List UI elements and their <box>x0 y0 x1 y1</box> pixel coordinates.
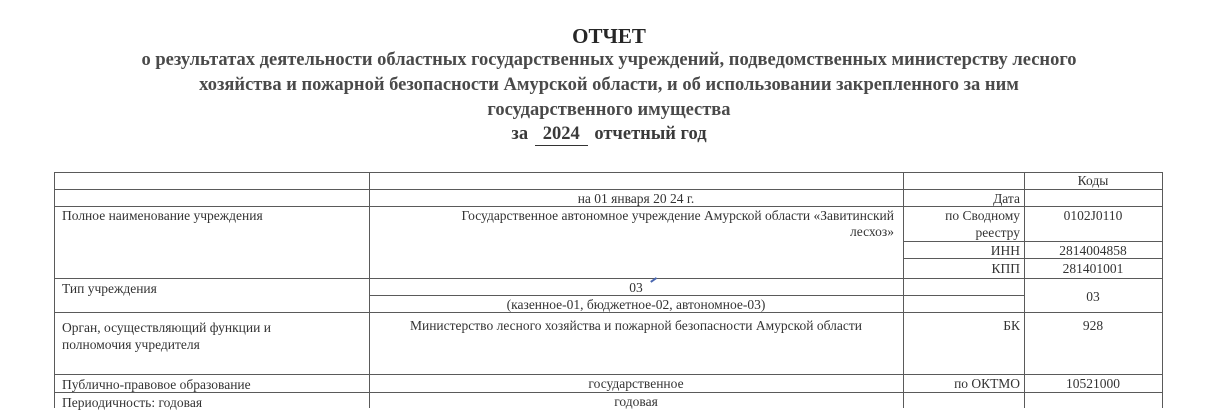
public-entity-label: Публично-правовое образование <box>62 377 251 392</box>
founder-label-line-2: полномочия учредителя <box>62 337 200 352</box>
oktmo-code: 10521000 <box>1066 376 1120 391</box>
institution-type-code: 03 <box>1086 289 1100 304</box>
table-line <box>903 258 1163 259</box>
registry-label-line-1: по Сводному <box>945 208 1020 223</box>
oktmo-label: по ОКТМО <box>954 376 1020 391</box>
kpp-label: КПП <box>991 261 1020 276</box>
period-suffix: отчетный год <box>594 124 707 144</box>
report-subtitle-line-2: хозяйства и пожарной безопасности Амурской области, и об использовании закрепленного за ним <box>199 75 1019 95</box>
table-line <box>54 206 1163 207</box>
kpp-code: 281401001 <box>1062 261 1124 276</box>
institution-name-line-1: Государственное автономное учреждение Амурской области «Завитинский <box>461 208 894 223</box>
founder-value: Министерство лесного хозяйства и пожарной безопасности Амурской области <box>409 318 863 333</box>
public-entity-value: государственное <box>588 376 684 391</box>
report-subtitle-line-3: государственного имущества <box>487 100 731 120</box>
budget-code-label: БК <box>1003 318 1020 333</box>
table-border-top <box>54 172 1163 173</box>
table-line <box>903 241 1163 242</box>
codes-header: Коды <box>1077 173 1109 188</box>
table-line <box>54 374 1163 375</box>
table-border-right <box>1162 172 1163 408</box>
table-line <box>54 189 1163 190</box>
table-line <box>369 295 1024 296</box>
registry-code: 0102J0110 <box>1063 208 1123 223</box>
report-subtitle-line-1: о результатах деятельности областных государственных учреждений, подведомственных министерству лесного <box>141 50 1077 70</box>
period-prefix: за <box>511 124 529 144</box>
table-line <box>54 312 1163 313</box>
periodicity-value: годовая <box>614 394 658 409</box>
founder-label-line-1: Орган, осуществляющий функции и <box>62 320 271 335</box>
inn-code: 2814004858 <box>1059 243 1127 258</box>
institution-label: Полное наименование учреждения <box>62 208 263 223</box>
table-line <box>54 278 1163 279</box>
report-period <box>0 124 1218 146</box>
budget-code: 928 <box>1082 318 1104 333</box>
institution-type-label: Тип учреждения <box>62 281 157 296</box>
institution-type-value: 03 <box>629 280 643 295</box>
report-date: на 01 января 20 24 г. <box>577 191 695 206</box>
periodicity-label: Периодичность: годовая <box>62 395 203 410</box>
report-year: 2024 <box>535 124 588 146</box>
table-line <box>54 392 1163 393</box>
table-border-left <box>54 172 55 408</box>
report-title: ОТЧЕТ <box>572 24 646 48</box>
registry-label-line-2: реестру <box>975 225 1020 240</box>
inn-label: ИНН <box>990 243 1020 258</box>
institution-type-note: (казенное-01, бюджетное-02, автономное-03) <box>506 297 766 312</box>
institution-name-line-2: лесхоз» <box>850 224 894 239</box>
date-label: Дата <box>993 191 1020 206</box>
